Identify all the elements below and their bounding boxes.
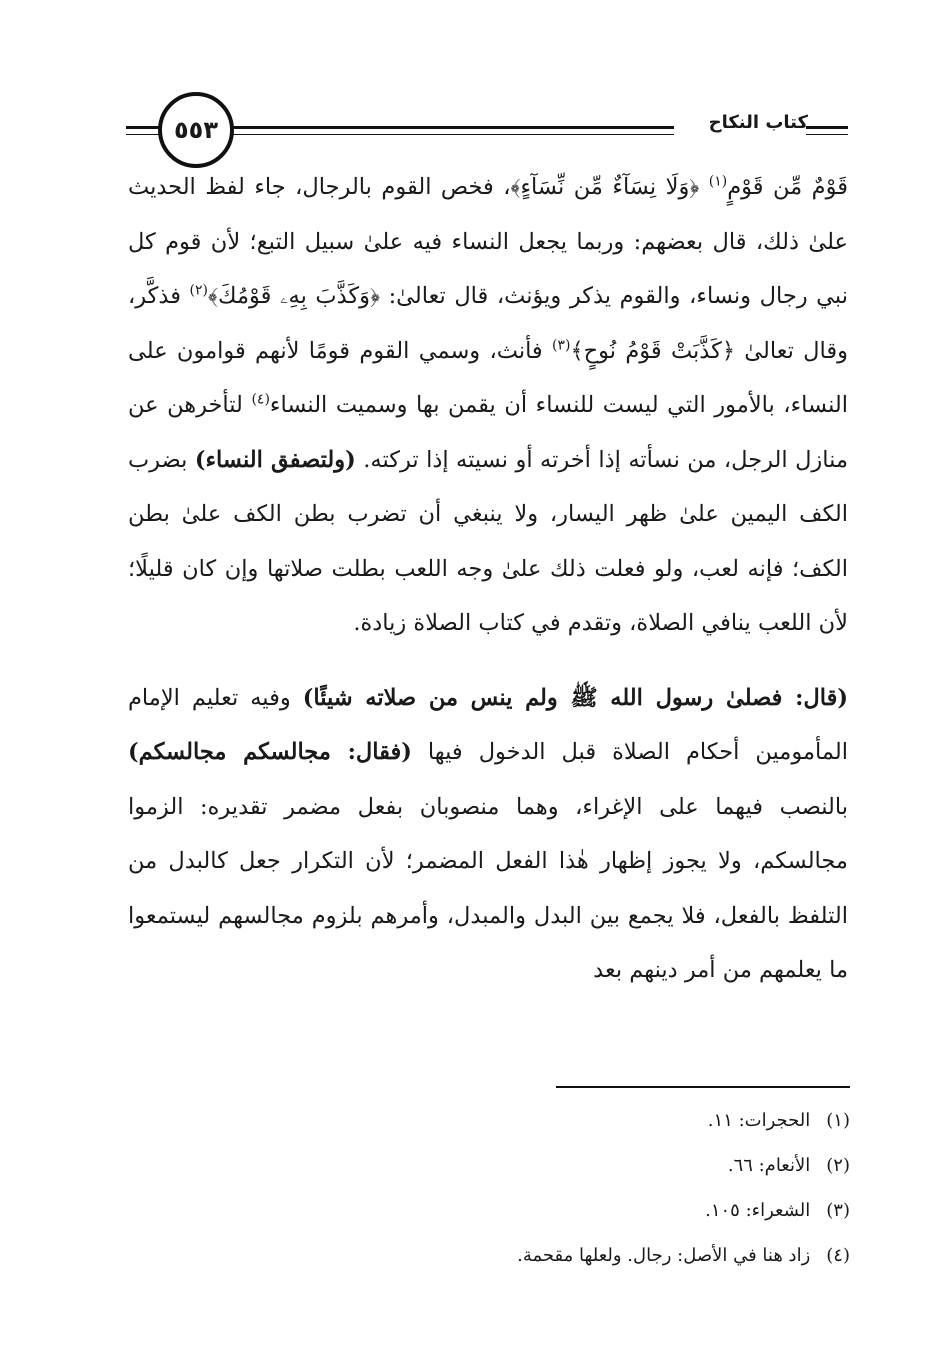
header-rule-left-thin (126, 134, 162, 135)
footnote-text: الشعراء: ١٠٥. (705, 1200, 811, 1221)
footnote-text: زاد هنا في الأصل: رجال. ولعلها مقحمة. (517, 1245, 811, 1266)
footnote-1 (300, 1098, 850, 1143)
main-text (128, 160, 848, 998)
header-rule-right (806, 126, 848, 129)
header-rule-right-thin (806, 134, 848, 135)
text-segment: لتأخرهن عن منازل الرجل، من نسأته إذا أخرته أو نسيته إذا تركته. (128, 392, 848, 473)
footnote-text: الأنعام: ٦٦. (727, 1155, 811, 1176)
page-number-badge (158, 92, 234, 168)
running-title: كتاب النكاح (708, 112, 808, 133)
text-segment: قَوْمٌ مِّن قَوْمٍ (727, 174, 848, 200)
footnote-text: الحجرات: ١١. (707, 1110, 811, 1131)
footnote-3 (300, 1188, 850, 1233)
paragraph-1 (128, 160, 848, 651)
text-segment: بضرب الكف اليمين علىٰ ظهر اليسار، ولا ينبغي أن تضرب بطن الكف علىٰ بطن الكف؛ فإنه لعب، ولو فعلت ذلك علىٰ وجه اللعب بطلت صلاتها وإن كان قليلًا؛ لأن اللعب ينافي الصلاة، وتقدم في كتاب الصلاة زيادة. (128, 446, 848, 636)
text-segment: بالنصب فيهما على الإغراء، وهما منصوبان بفعل مضمر تقديره: الزموا مجالسكم، ولا يجوز إظهار هٰذا الفعل المضمر؛ لأن التكرار جعل كالبدل من التلفظ بالفعل، فلا يجمع بين البدل والمبدل، وأمرهم بلزوم مجالسهم ليستمعوا ما يعلمهم من أمر دينهم بعد (128, 793, 848, 983)
text-segment: فأنث، وسمي القوم قومًا لأنهم قوامون على النساء، بالأمور التي ليست للنساء أن يقمن بها وسميت النساء (128, 337, 848, 418)
footnote-number: (٤) (826, 1245, 850, 1266)
paragraph-2 (128, 671, 848, 998)
text-segment: فذكَّر، وقال تعالىٰ ﴿كَذَّبَتْ قَوْمُ نُوحٍ﴾ (128, 283, 848, 364)
footnote-number: (١) (826, 1110, 850, 1131)
footnote-number: (٣) (826, 1200, 850, 1221)
footnote-separator (556, 1086, 850, 1088)
header-rule-left (126, 126, 162, 129)
footnote-ref-3: (٣) (551, 337, 571, 353)
footnote-number: (٢) (826, 1155, 850, 1176)
bold-quote: (ولتصفق النساء) (194, 446, 356, 473)
page-number: ٥٥٣ (174, 116, 218, 144)
footnote-4 (300, 1233, 850, 1278)
bold-quote: (فقال: مجالسكم مجالسكم) (128, 739, 412, 765)
footnote-ref-1: (١) (708, 173, 728, 190)
header-rule-middle-thin (230, 134, 674, 135)
footnote-ref-4: (٤) (251, 391, 270, 408)
bold-quote: (قال: فصلىٰ رسول الله ﷺ ولم ينس من صلاته شيئًا) (302, 684, 848, 711)
footnote-ref-2: (٢) (189, 282, 209, 299)
footnote-2 (300, 1143, 850, 1188)
text-segment: وفيه تعليم الإمام المأمومين أحكام الصلاة قبل الدخول فيها (128, 684, 848, 765)
text-segment: ﴿وَلَا نِسَآءٌ مِّن نِّسَآءٍ﴾، فخص القوم بالرجال، جاء لفظ الحديث علىٰ ذلك، قال بعضهم: وربما يجعل النساء فيه علىٰ سبيل التبع؛ لأن قوم كل نبي رجال ونساء، والقوم يذكر ويؤنث، قال تعالىٰ: ﴿وَكَذَّبَ بِهِۦ قَوْمُكَ﴾ (128, 174, 848, 309)
header-rule-middle (230, 126, 674, 129)
footnotes (300, 1098, 850, 1278)
